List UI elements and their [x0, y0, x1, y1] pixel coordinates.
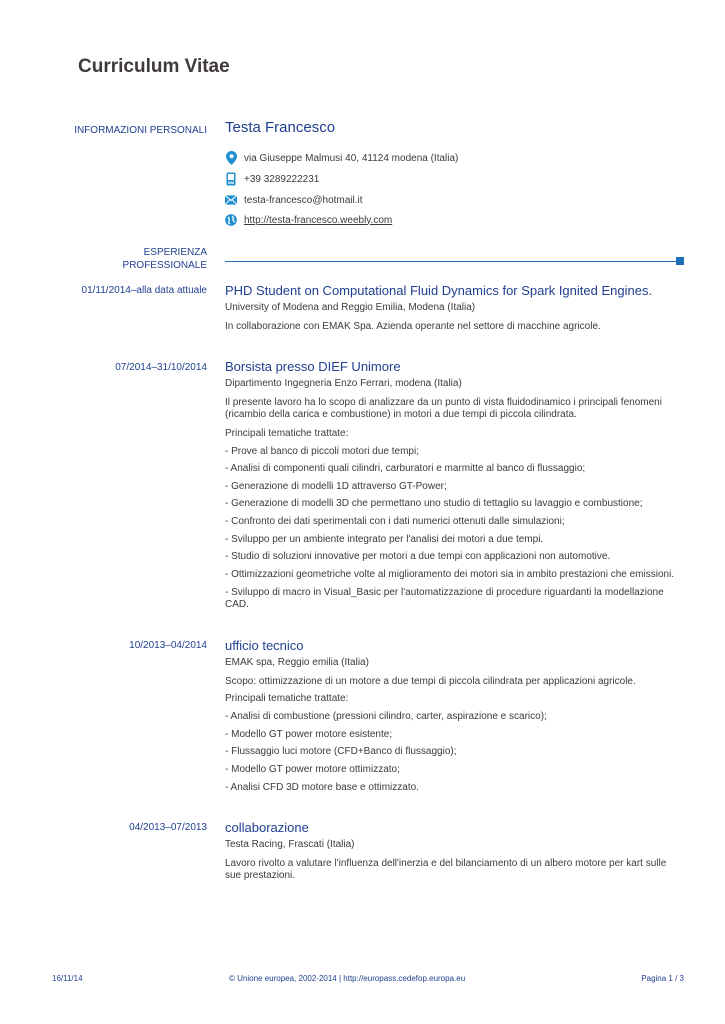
email-text[interactable]: testa-francesco@hotmail.it — [244, 194, 363, 206]
job-description: - Studio di soluzioni innovative per motori a due tempi con applicazioni non automotive. — [225, 551, 611, 562]
section-label-line: ESPERIENZA — [143, 247, 207, 258]
job-date: 04/2013–07/2013 — [129, 822, 207, 833]
phone-text: +39 3289222231 — [244, 173, 320, 185]
job-description: Lavoro rivolto a valutare l'influenza dell'inerzia e del bilanciamento di un albero motore per kart sulle sue prestazioni. — [225, 858, 667, 881]
section-divider — [225, 261, 679, 262]
job-description: Scopo: ottimizzazione di un motore a due tempi di piccola cilindrata per applicazioni agricole. — [225, 676, 636, 687]
job-description: - Sviluppo di macro in Visual_Basic per l'automatizzazione di procedure riguardanti la modellazione CAD. — [225, 587, 664, 610]
job-description: - Modello GT power motore ottimizzato; — [225, 764, 400, 775]
section-label-experience — [123, 246, 207, 272]
job-description: In collaborazione con EMAK Spa. Azienda operante nel settore di macchine agricole. — [225, 321, 601, 332]
job-description: Principali tematiche trattate: — [225, 693, 349, 704]
mobile-phone-icon — [225, 172, 237, 186]
page-title: Curriculum Vitae — [78, 56, 230, 77]
section-label-personal: INFORMAZIONI PERSONALI — [74, 125, 207, 136]
job-description: - Ottimizzazioni geometriche volte al miglioramento dei motori sia in ambito prestazioni che emissioni. — [225, 569, 675, 580]
contact-email — [225, 193, 363, 207]
job-description: - Generazione di modelli 1D attraverso GT-Power; — [225, 481, 447, 492]
envelope-icon — [225, 193, 237, 207]
contact-address — [225, 151, 458, 165]
job-title: PHD Student on Computational Fluid Dynamics for Spark Ignited Engines. — [225, 283, 653, 298]
job-organization: EMAK spa, Reggio emilia (Italia) — [225, 657, 369, 668]
address-text: via Giuseppe Malmusi 40, 41124 modena (Italia) — [244, 152, 459, 164]
section-label-line: PROFESSIONALE — [122, 260, 207, 271]
job-description: - Generazione di modelli 3D che permettano uno studio di tettaglio su lavaggio e combustione; — [225, 498, 643, 509]
job-title: Borsista presso DIEF Unimore — [225, 359, 401, 374]
contact-website — [225, 213, 392, 227]
job-title: ufficio tecnico — [225, 638, 304, 653]
contact-phone — [225, 172, 319, 186]
job-description: - Sviluppo per un ambiente integrato per l'analisi dei motori a due tempi. — [225, 534, 544, 545]
job-title: collaborazione — [225, 820, 309, 835]
location-pin-icon — [225, 151, 237, 165]
footer-page-number: Pagina 1 / 3 — [641, 974, 684, 983]
job-description: - Prove al banco di piccoli motori due tempi; — [225, 446, 419, 457]
job-description: Il presente lavoro ha lo scopo di analizzare da un punto di vista fluidodinamico i principali fenomeni (ricambio della carica e combustione) in motori a due tempi di piccola cilindrata. — [225, 397, 662, 420]
job-description: - Analisi di combustione (pressioni cilindro, carter, aspirazione e scarico); — [225, 711, 547, 722]
globe-icon — [225, 213, 237, 227]
job-description: - Modello GT power motore esistente; — [225, 729, 393, 740]
footer-date: 16/11/14 — [52, 974, 83, 983]
job-organization: University of Modena and Reggio Emilia, Modena (Italia) — [225, 302, 476, 313]
job-description: - Flussaggio luci motore (CFD+Banco di flussaggio); — [225, 746, 457, 757]
job-organization: Dipartimento Ingegneria Enzo Ferrari, modena (Italia) — [225, 378, 462, 389]
job-organization: Testa Racing, Frascati (Italia) — [225, 839, 355, 850]
job-description: - Confronto dei dati sperimentali con i dati numerici ottenuti dalle simulazioni; — [225, 516, 565, 527]
job-date: 10/2013–04/2014 — [129, 640, 207, 651]
footer-copyright[interactable]: © Unione europea, 2002-2014 | http://europass.cedefop.europa.eu — [229, 974, 466, 983]
website-link[interactable]: http://testa-francesco.weebly.com — [244, 214, 393, 226]
job-date: 07/2014–31/10/2014 — [115, 362, 207, 373]
job-date: 01/11/2014–alla data attuale — [81, 285, 207, 296]
job-description: Principali tematiche trattate: — [225, 428, 349, 439]
section-divider-marker — [676, 257, 684, 265]
person-name: Testa Francesco — [225, 119, 336, 136]
job-description: - Analisi CFD 3D motore base e ottimizzato. — [225, 782, 419, 793]
job-description: - Analisi di componenti quali cilindri, carburatori e marmitte al banco di flussaggio; — [225, 463, 586, 474]
